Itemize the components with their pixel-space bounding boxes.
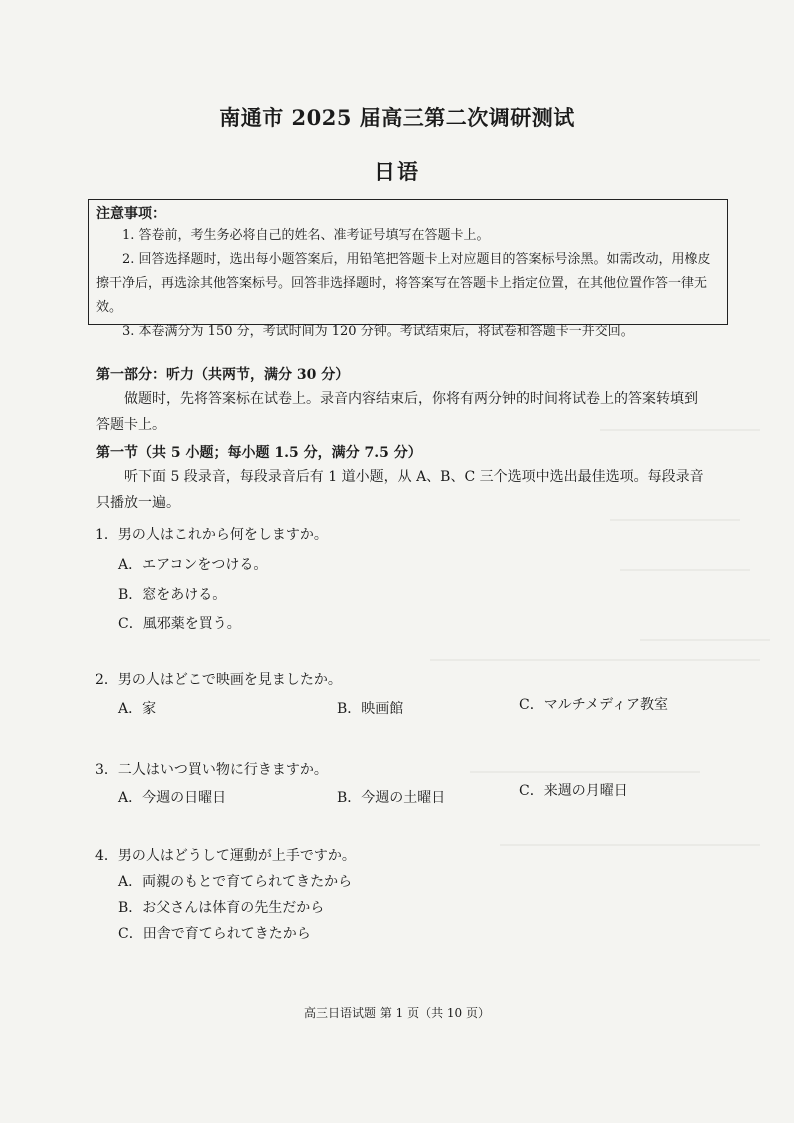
notice-item: 2. 回答选择题时，选出每小题答案后，用铅笔把答题卡上对应题目的答案标号涂黑。如需改动，用橡皮擦干净后，再选涂其他答案标号。回答非选择题时，将答案写在答题卡上指定位置，在其他位置作答一律无效。 [96, 252, 711, 315]
exam-subtitle: 日语 [374, 159, 420, 184]
section1-heading: 第一节（共 5 小题；每小题 1.5 分，满分 7.5 分） [96, 445, 422, 461]
option-a: A．両親のもとで育てられてきたから [118, 874, 353, 890]
notice-item: 3. 本卷满分为 150 分，考试时间为 120 分钟。考试结束后，将试卷和答题卡一并交回。 [122, 324, 634, 339]
question-stem: 3．二人はいつ買い物に行きますか。 [95, 762, 328, 778]
part1-instruction [96, 386, 706, 438]
notice-item: 1. 答卷前，考生务必将自己的姓名、准考证号填写在答题卡上。 [122, 228, 490, 243]
option-a: A．今週の日曜日 [118, 790, 227, 806]
option-a: A．家 [118, 701, 157, 717]
option-c: C．マルチメディア教室 [519, 697, 669, 713]
option-b: B．今週の土曜日 [337, 790, 446, 806]
notice-title: 注意事项： [96, 206, 166, 222]
section1-instruction [96, 464, 706, 516]
option-a: A．エアコンをつける。 [118, 557, 268, 573]
option-b: B．お父さんは体育の先生だから [118, 900, 325, 916]
option-b: B．窓をあける。 [118, 587, 227, 603]
option-c: C．田舎で育てられてきたから [118, 926, 311, 942]
question-stem: 4．男の人はどうして運動が上手ですか。 [95, 848, 356, 864]
section1-instruction-text: 听下面 5 段录音，每段录音后有 1 道小题，从 A、B、C 三个选项中选出最佳选项。每段录音只播放一遍。 [96, 469, 704, 511]
option-b: B．映画館 [337, 701, 404, 717]
part1-instruction-text: 做题时，先将答案标在试卷上。录音内容结束后，你将有两分钟的时间将试卷上的答案转填到答题卡上。 [96, 391, 698, 433]
option-c: C．風邪薬を買う。 [118, 616, 241, 632]
option-c: C．来週の月曜日 [519, 783, 628, 799]
exam-title: 南通市 2025 届高三第二次调研测试 [219, 105, 575, 130]
page-footer: 高三日语试题 第 1 页（共 10 页） [304, 1006, 490, 1020]
notice-box [88, 199, 728, 339]
part1-heading: 第一部分：听力（共两节，满分 30 分） [96, 367, 350, 383]
question-stem: 1．男の人はこれから何をしますか。 [95, 527, 328, 543]
question-stem: 2．男の人はどこで映画を見ましたか。 [95, 672, 342, 688]
